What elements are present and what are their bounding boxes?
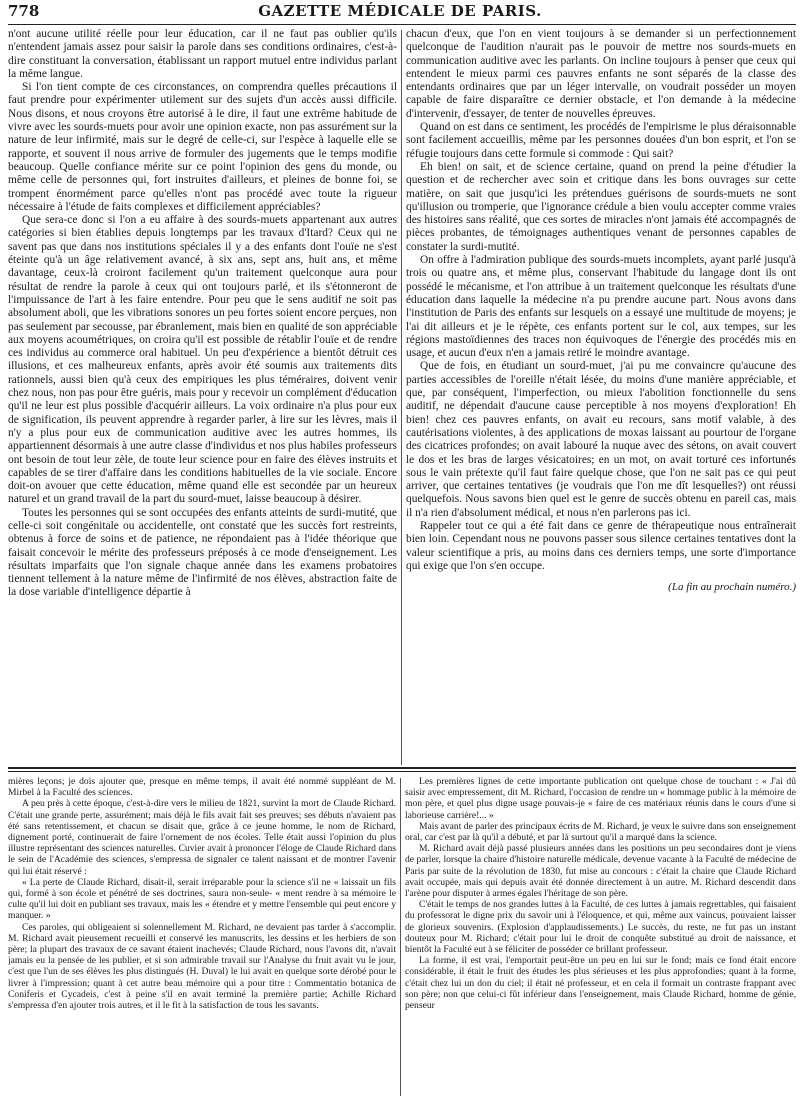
feuilleton-paragraph: « La perte de Claude Richard, disait-il, serait irréparable pour la science s'il ne « laissait un fils qui, formé à son école et pénétré de ses doctrines, saura non-seule- « ment rendre à sa mémoire le culte qu'il lui doit en publiant ses travaux, mais les « étendre et y mettre l'ensemble qui peut encore y manquer. » [8, 876, 396, 922]
continuation-note: (La fin au prochain numéro.) [668, 581, 796, 594]
article-paragraph: On offre à l'admiration publique des sourds-muets incomplets, ayant parlé jusqu'à trois ou quatre ans, et même plus, conservant l'habitude du langage dont ils ont possédé le mécanisme, et l'on attribue à un traitement quelconque les résultats d'une éducation dans laquelle la médecine n'a pu prendre aucune part. Nous avons dans l'institution de Paris des enfants sur lesquels on a essayé une multitude de moyens; je l'ai dit ailleurs et je le répète, ces enfants portent sur le col, aux tempes, sur les régions mastoïdiennes des traces non équivoques de l'énergie des procédés mis en usage, et aucun d'eux n'en a jamais retiré le moindre avantage. [406, 254, 796, 360]
feuilleton-paragraph: Mais avant de parler des principaux écrits de M. Richard, je veux le suivre dans son enseignement oral, car c'est par là qu'il a débuté, et par là surtout qu'il a marqué dans la science. [405, 820, 796, 844]
header-rule [8, 24, 796, 25]
article-paragraph: Rappeler tout ce qui a été fait dans ce genre de thérapeutique nous entraînerait bien loin. Cependant nous ne pouvons passer sous silence certaines tentatives dont la valeur scientifique a pris, au moins dans ces derniers temps, une sorte d'importance qui exige que l'on s'en occupe. [406, 519, 796, 572]
article-paragraph: chacun d'eux, que l'on en vient toujours à se demander si un perfectionnement quelconque de l'audition n'aurait pas le pouvoir de mettre nos sourds-muets en communication auditive avec les parlants. On incline toujours à penser que ceux qui entendent le mieux parmi ces pauvres enfants ne sont séparés de la classe des entendants ordinaires que par un léger intervalle, on voudrait posséder un moyen capable de faire disparaître ce dernier obstacle, et l'on demande à la médecine d'intervenir, d'essayer, de tenter de nouvelles épreuves. [406, 28, 796, 120]
feuilleton-paragraph: Les premières lignes de cette importante publication ont quelque chose de touchant : « J'ai dû saisir avec empressement, dit M. Richard, l'occasion de rendre un « hommage public à la mémoire de mon père, et quel plus digne usage pouvais-je « faire de ces matériaux réunis dans le cours d'une si laborieuse carrière!... » [405, 776, 796, 821]
feuilleton-paragraph: Ces paroles, qui obligeaient si solennellement M. Richard, ne devaient pas tarder à s'accomplir. M. Richard avait pieusement recueilli et conservé les manuscrits, les dessins et les herbiers de son père; la plupart des travaux de ce savant étaient inachevés; Claude Richard, nous l'avons dit, n'avait jamais eu la pensée de les publier, et si son admirable travail sur l'Analyse du fruit avait vu le jour, c'est que l'un de ses élèves les plus distingués (H. Duval) le lui avait en quelque sorte dérobé pour le livrer à l'impression; quant à cet autre beau mémoire qui a pour titre : Commentatio botanica de Coniferis et Cycadeis, c'est à peine s'il en avait terminé la première partie; Achille Richard s'empressa d'en ajouter trois autres, et il le fit à la satisfaction de tous les savants. [8, 921, 396, 1012]
article-paragraph: n'ont aucune utilité réelle pour leur éducation, car il ne faut pas oublier qu'ils n'entendent jamais assez pour saisir la parole dans ses conditions ordinaires, c'est-à-dire constituant la conversation, établissant un rapport mutuel entre individus parlant la même langue. [8, 28, 397, 80]
feuilleton-separator [8, 767, 796, 769]
article-column-right [406, 28, 796, 763]
feuilleton-paragraph: M. Richard avait déjà passé plusieurs années dans les positions un peu secondaires dont je viens de parler, lorsque la chaire d'histoire naturelle médicale, devenue vacante à la Faculté de médecine de Paris par suite de la révolution de 1830, fut mise au concours : c'était la chaire que Claude Richard avait occupée, mais qui depuis avait été donnée directement à un autre. M. Richard descendit dans l'arène pour disputer à armes égales l'héritage de son père. [405, 843, 796, 900]
feuilleton-paragraph: La forme, il est vrai, l'emportait peut-être un peu en lui sur le fond; mais ce fond était encore considérable, il était le fruit des études les plus sérieuses et les plus approfondies; quant à la forme, c'était chez lui un don du ciel; il était né professeur, et en cela il formait un contraste frappant avec son père; non que celui-ci fût inférieur dans l'enseignement, mais Claude Richard, homme de génie, penseur [405, 955, 796, 1012]
feuilleton-column-right [405, 776, 796, 1098]
feuilleton-separator-thin [8, 771, 796, 772]
journal-title: GAZETTE MÉDICALE DE PARIS. [258, 2, 542, 20]
feuilleton-paragraph: A peu près à cette époque, c'est-à-dire vers le milieu de 1821, survint la mort de Claude Richard. C'était une grande perte, assurément; mais déjà le fils avait fait ses preuves; ses débuts n'avaient pas été sans retentissement, et chacun se disait que, grâce à ce jeune homme, le nom de Richard, dignement porté, continuerait de faire l'ornement de nos écoles. Telle était aussi l'opinion du plus illustre représentant des sciences naturelles. Cuvier avait à prononcer l'éloge de Claude Richard dans le sein de l'Académie des sciences, s'empressa de signaler ce talent naissant et de montrer l'avenir qui lui était réservé : [8, 798, 396, 877]
article-paragraph: Eh bien! on sait, et de science certaine, quand on prend la peine d'étudier la question et de rechercher avec soin et critique dans les bons ouvrages sur cette matière, on sait que jusqu'ici les prétendues guérisons de sourds-muets ne sont qu'illusion ou tromperie, que l'ignorance crédule a bien voulu accepter comme vraies des histoires sans réalité, que ces sortes de miracles n'ont jamais été accompagnés de pièces probantes, de témoignages authentiques venant de personnes capables de constater la surdi-mutité. [406, 160, 796, 253]
article-paragraph: Que de fois, en étudiant un sourd-muet, j'ai pu me convaincre qu'aucune des parties accessibles de l'oreille n'était lésée, du moins d'une manière appréciable, et que, par conséquent, l'imperfection, ou mieux l'abolition fonctionnelle du sens auditif, ne dépendait d'aucune cause perceptible à nos moyens d'exploration! Eh bien! chez ces pauvres enfants, on avait eu recours, sans motif valable, à des cautérisations violentes, à des applications de moxas laissant au pourtour de l'organe des cicatrices profondes; on avait labouré la nuque avec des sétons, on avait couvert le dos et les bras de larges vésicatoires; en un mot, on avait torturé ces infortunés sous le vain prétexte qu'il faut faire quelque chose, que l'on ne sait pas ce qui peut arriver, que certaines tentatives (je voudrais que l'on me dît lesquelles?) ont réussi quelquefois. Nous savons bien quel est le genre de succès obtenu en pareil cas, mais il n'a rien d'absolument médical, et nous n'en parlerons pas ici. [406, 360, 796, 519]
article-paragraph: Si l'on tient compte de ces circonstances, on comprendra quelles précautions il faut prendre pour expérimenter utilement sur des sujets d'un accès aussi difficile. Nous disons, et nous croyons être autorisé à le dire, il faut une extrême habitude de vivre avec les sourds-muets pour avoir une opinion exacte, non pas assurément sur la nature de leur infirmité, mais sur le degré de celle-ci, sur l'espèce à laquelle elle se rapporte, et souvent il nous arrive de formuler des jugements que le temps modifie beaucoup. Quelle confiance mérite sur ce point l'opinion des gens du monde, ou même celle de personnes qui, fort instruites d'ailleurs, et pleines de bonne foi, se trompent énormément parce qu'elles n'ont pas procédé avec toute la rigueur nécessaire à l'étude de faits complexes et difficilement appréciables? [8, 81, 397, 213]
article-paragraph: Que sera-ce donc si l'on a eu affaire à des sourds-muets appartenant aux autres catégories si bien établies depuis longtemps par les travaux d'Itard? Ceux qui ne savent pas que dans nos institutions spéciales il y a des enfants dont l'ouïe ne s'est éteinte qu'à un âge relativement avancé, à six ans, sept ans, huit ans, et même davantage, ceux-là croiront facilement qu'un traitement quelconque aura pour résultat de rendre la parole à ceux qui ont toujours parlé, et ils s'étonneront de l'impuissance de l'art à les faire entendre. Pour peu que le sens auditif ne soit pas absolument aboli, que les vibrations sonores un peu fortes soient encore perçues, non pas seulement par secousse, par ébranlement, mais bien en qualité de son appréciable aux moyens acoumétriques, on croira qu'il est possible de rétablir l'ouïe et de rendre ces individus au commerce oral habituel. Un peu d'expérience a bientôt détruit ces illusions, et ces malheureux enfants, après avoir été soumis aux traitements dits rationnels, aussi bien qu'à ceux des empiriques les plus téméraires, doivent venir chez nous, non pas pour être guéris, mais pour y recevoir un complément d'éducation qu'il ne leur est plus possible d'acquérir ailleurs. La voix ordinaire n'a plus pour eux de signification, ils peuvent apprendre à regarder parler, à lire sur les lèvres, mais il n'y a plus pour eux de communication auditive avec les autres hommes, ils appartiennent désormais à une autre classe d'individus et nos plus habiles professeurs ont besoin de tout leur zèle, de toute leur science pour en faire des élèves instruits et capables de se tirer d'affaire dans les conditions habituelles de la vie sociale. Encore doit-on avouer que cette éducation, même quand elle est secondée par un heureux naturel et un grand travail de la part du sourd-muet, laisse beaucoup à désirer. [8, 214, 397, 506]
feuilleton-paragraph: C'était le temps de nos grandes luttes à la Faculté, de ces luttes à jamais regrettables, qui faisaient du professorat le digne prix du savoir uni à l'éloquence, et qui, même aux vaincus, pouvaient laisser de glorieux souvenirs. (Explosion d'applaudissements.) Le succès, du reste, ne fut pas un instant douteux pour M. Richard; c'était pour lui le droit de conquête substitué au droit de naissance, et bientôt la Faculté eut à se féliciter de posséder ce brillant professeur. [405, 899, 796, 956]
article-column-left [8, 28, 397, 763]
feuilleton-paragraph: mières leçons; je dois ajouter que, presque en même temps, il avait été nommé suppléant de M. Mirbel à la Faculté des sciences. [8, 776, 396, 799]
article-paragraph: Toutes les personnes qui se sont occupées des enfants atteints de surdi-mutité, que celle-ci soit congénitale ou accidentelle, ont constaté que les succès fort restreints, obtenus à force de soins et de patience, ne répondaient pas à l'idée théorique que faisait concevoir le mérite des professeurs préposés à ce mode d'enseignement. Les résultats imparfaits que l'on signale chaque année dans les examens probatoires tiennent tellement à la nature même de l'infirmité de nos élèves, abstraction faite de la dose variable d'intelligence départie à [8, 506, 397, 599]
page-header [8, 2, 792, 24]
page-number: 778 [8, 2, 40, 20]
column-divider-lower [400, 778, 401, 1096]
column-divider [401, 30, 402, 765]
feuilleton-column-left [8, 776, 396, 1098]
article-paragraph: Quand on est dans ce sentiment, les procédés de l'empirisme le plus déraisonnable sont facilement accueillis, même par les personnes douées d'un bon esprit, et l'on se réfugie toujours dans cette formule si commode : Qui sait? [406, 121, 796, 160]
